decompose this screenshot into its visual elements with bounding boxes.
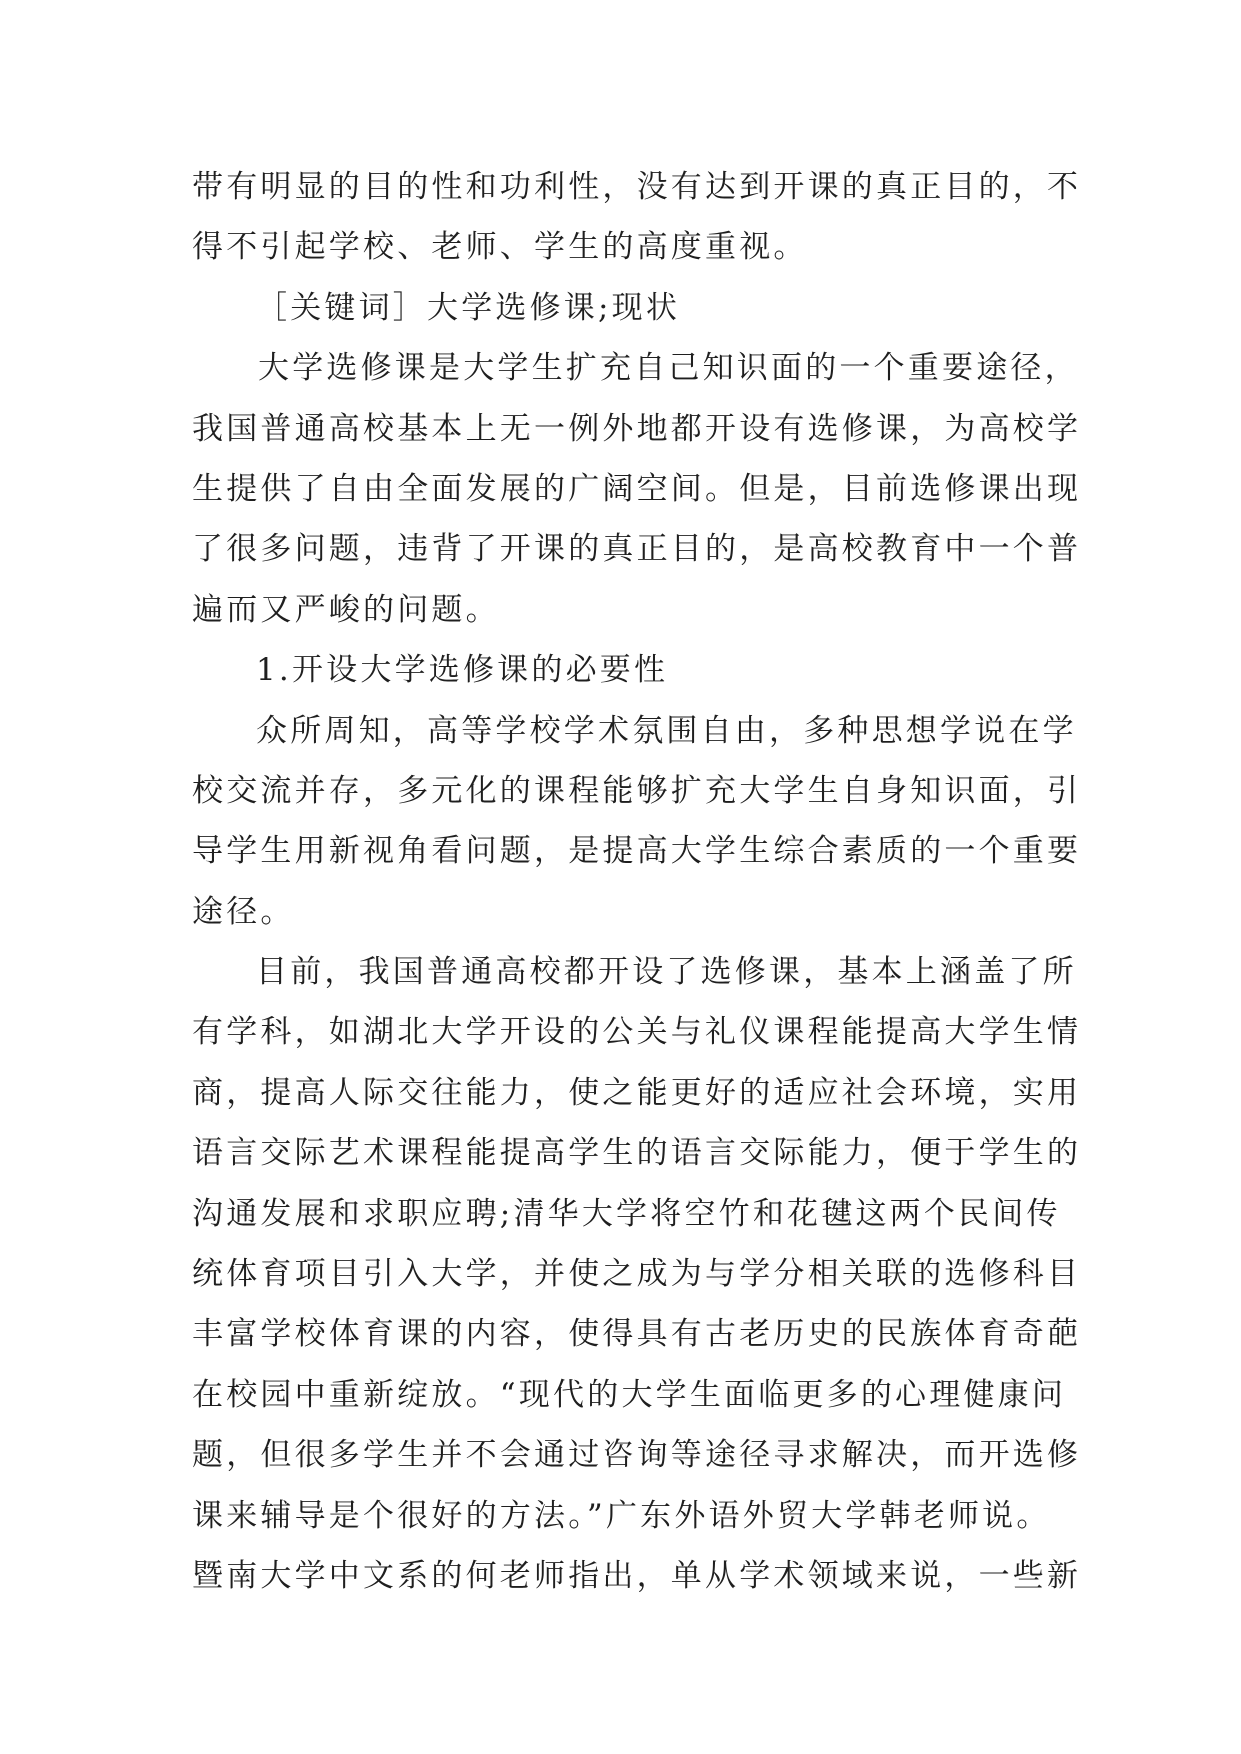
text-line: 语言交际艺术课程能提高学生的语言交际能力，便于学生的 bbox=[192, 1135, 1082, 1172]
text-line: 在校园中重新绽放。“现代的大学生面临更多的心理健康问 bbox=[192, 1376, 1067, 1413]
text-line: 商，提高人际交往能力，使之能更好的适应社会环境，实用 bbox=[192, 1074, 1082, 1111]
text-line: 我国普通高校基本上无一例外地都开设有选修课，为高校学 bbox=[192, 410, 1082, 447]
text-line: 遍而又严峻的问题。 bbox=[192, 591, 500, 628]
paragraph-start: 大学选修课是大学生扩充自己知识面的一个重要途径， bbox=[258, 350, 1079, 387]
text-line: 途径。 bbox=[192, 893, 295, 930]
text-line: 了很多问题，违背了开课的真正目的，是高校教育中一个普 bbox=[192, 531, 1082, 568]
text-line: 生提供了自由全面发展的广阔空间。但是，目前选修课出现 bbox=[192, 470, 1082, 507]
text-line: 课来辅导是个很好的方法。”广东外语外贸大学韩老师说。 bbox=[192, 1497, 1051, 1534]
keywords-line: ［关键词］大学选修课;现状 bbox=[256, 289, 681, 326]
text-line: 校交流并存，多元化的课程能够扩充大学生自身知识面，引 bbox=[192, 772, 1082, 809]
document-body bbox=[192, 157, 1082, 1606]
section-heading: 1.开设大学选修课的必要性 bbox=[256, 652, 669, 689]
text-line: 沟通发展和求职应聘;清华大学将空竹和花毽这两个民间传 bbox=[192, 1195, 1061, 1232]
text-line: 导学生用新视角看问题，是提高大学生综合素质的一个重要 bbox=[192, 833, 1082, 870]
text-line: 统体育项目引入大学，并使之成为与学分相关联的选修科目 bbox=[192, 1256, 1082, 1293]
paragraph-start: 众所周知，高等学校学术氛围自由，多种思想学说在学 bbox=[256, 712, 1077, 749]
text-line: 暨南大学中文系的何老师指出，单从学术领域来说，一些新 bbox=[192, 1557, 1082, 1594]
paragraph-start: 目前，我国普通高校都开设了选修课，基本上涵盖了所 bbox=[256, 954, 1077, 991]
text-line: 丰富学校体育课的内容，使得具有古老历史的民族体育奇葩 bbox=[192, 1316, 1082, 1353]
text-line: 有学科，如湖北大学开设的公关与礼仪课程能提高大学生情 bbox=[192, 1014, 1082, 1051]
text-line: 得不引起学校、老师、学生的高度重视。 bbox=[192, 229, 808, 266]
text-line: 带有明显的目的性和功利性，没有达到开课的真正目的，不 bbox=[192, 169, 1082, 205]
text-line: 题，但很多学生并不会通过咨询等途径寻求解决，而开选修 bbox=[192, 1437, 1082, 1474]
